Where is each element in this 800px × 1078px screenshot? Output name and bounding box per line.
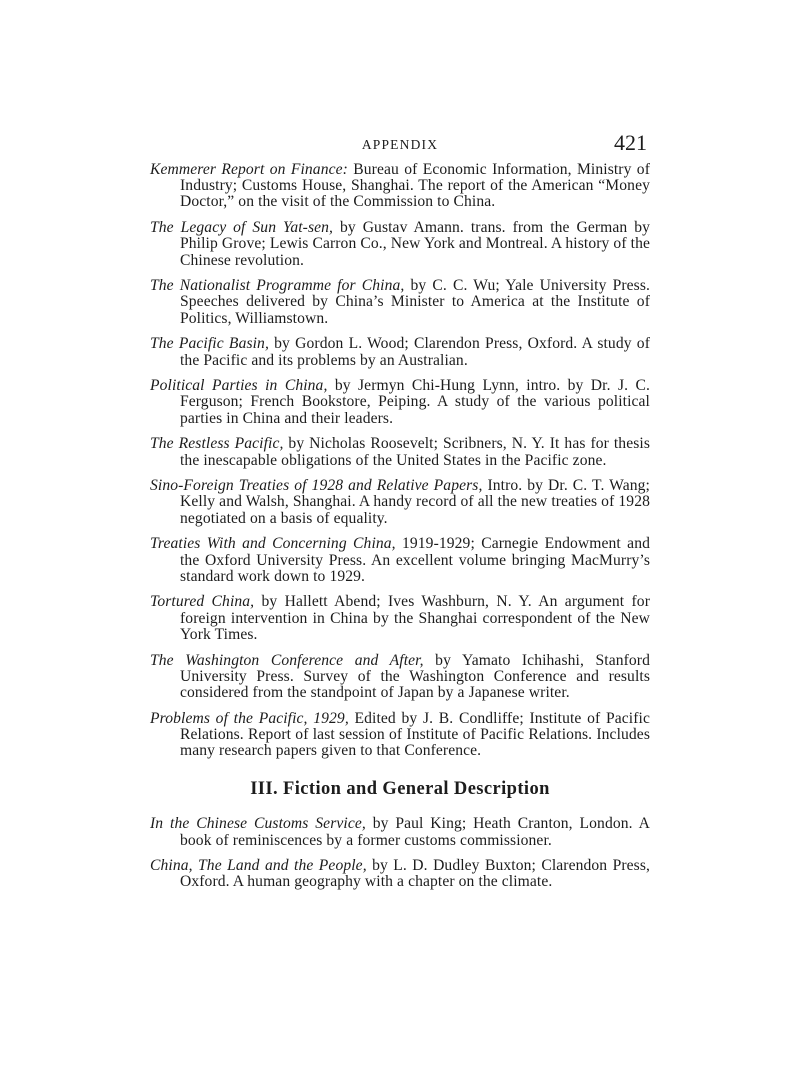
entry-description: by C. C. Wu; Yale University Press. Speeches delivered by China’s Minister to America at the Institute of Politics, Williamstown.: [180, 277, 650, 327]
bibliography-list-fiction: [150, 816, 650, 890]
entry-title: China, The Land and the People,: [150, 857, 367, 875]
bibliography-entry: [150, 816, 650, 848]
entry-description: by Gordon L. Wood; Clarendon Press, Oxford. A study of the Pacific and its problems by an Australian.: [180, 335, 650, 369]
entry-title: The Legacy of Sun Yat-sen,: [150, 219, 334, 237]
entry-title: The Restless Pacific,: [150, 435, 284, 453]
entry-description: 1919-1929; Carnegie Endowment and the Oxford University Press. An excellent volume bringing MacMurry’s standard work down to 1929.: [180, 535, 650, 585]
entry-description: by Hallett Abend; Ives Washburn, N. Y. An argument for foreign intervention in China by the Shanghai correspondent of the New York Times.: [180, 593, 650, 643]
entry-description: Intro. by Dr. C. T. Wang; Kelly and Walsh, Shanghai. A handy record of all the new treaties of 1928 negotiated on a basis of equality.: [180, 477, 650, 527]
entry-title: Political Parties in China,: [150, 377, 328, 395]
bibliography-entry: [150, 378, 650, 427]
entry-description: by Nicholas Roosevelt; Scribners, N. Y. It has for thesis the inescapable obligations of the United States in the Pacific zone.: [180, 435, 650, 469]
bibliography-entry: [150, 653, 650, 702]
bibliography-entry: [150, 536, 650, 585]
entry-title: Kemmerer Report on Finance:: [150, 161, 348, 178]
bibliography-entry: [150, 858, 650, 890]
bibliography-entry: [150, 594, 650, 643]
page-number: 421: [614, 130, 647, 155]
entry-description: Edited by J. B. Condliffe; Institute of Pacific Relations. Report of last session of Institute of Pacific Relations. Includes many research papers given to that Conference.: [180, 709, 650, 760]
entry-title: The Nationalist Programme for China,: [150, 277, 405, 295]
running-title: APPENDIX: [361, 137, 439, 152]
entry-description: by Paul King; Heath Cranton, London. A book of reminiscences by a former customs commissioner.: [180, 815, 650, 849]
bibliography-entry: [150, 478, 650, 527]
entry-description: by Jermyn Chi-Hung Lynn, intro. by Dr. J. C. Ferguson; French Bookstore, Peiping. A study of the various political parties in China and their leaders.: [180, 377, 651, 427]
bibliography-list: [150, 162, 650, 759]
bibliography-entry: [150, 162, 650, 211]
entry-title: Problems of the Pacific, 1929,: [150, 709, 349, 727]
entry-title: The Washington Conference and After,: [150, 651, 424, 669]
entry-title: Treaties With and Concerning China,: [150, 535, 396, 553]
entry-title: Tortured China,: [150, 593, 255, 611]
bibliography-entry: [150, 336, 650, 368]
entry-description: by Yamato Ichihashi, Stanford University Press. Survey of the Washington Conference and results considered from the standpoint of Japan by a Japanese writer.: [180, 651, 650, 701]
entry-title: In the Chinese Customs Service,: [150, 815, 366, 833]
bibliography-entry: [150, 220, 650, 269]
entry-description: Bureau of Economic Information, Ministry of Industry; Customs House, Shanghai. The report of the American “Money Doctor,” on the visit of the Commission to China.: [180, 161, 650, 211]
running-head: [150, 128, 650, 162]
book-page: [150, 128, 650, 900]
bibliography-entry: [150, 711, 650, 760]
entry-description: by L. D. Dudley Buxton; Clarendon Press, Oxford. A human geography with a chapter on the climate.: [180, 857, 650, 891]
entry-title: The Pacific Basin,: [150, 335, 269, 353]
section-heading: III. Fiction and General Description: [250, 779, 550, 800]
entry-description: by Gustav Amann. trans. from the German by Philip Grove; Lewis Carron Co., New York and Montreal. A history of the Chinese revolution.: [180, 219, 650, 269]
entry-title: Sino-Foreign Treaties of 1928 and Relative Papers,: [150, 477, 483, 495]
bibliography-entry: [150, 278, 650, 327]
bibliography-entry: [150, 436, 650, 468]
